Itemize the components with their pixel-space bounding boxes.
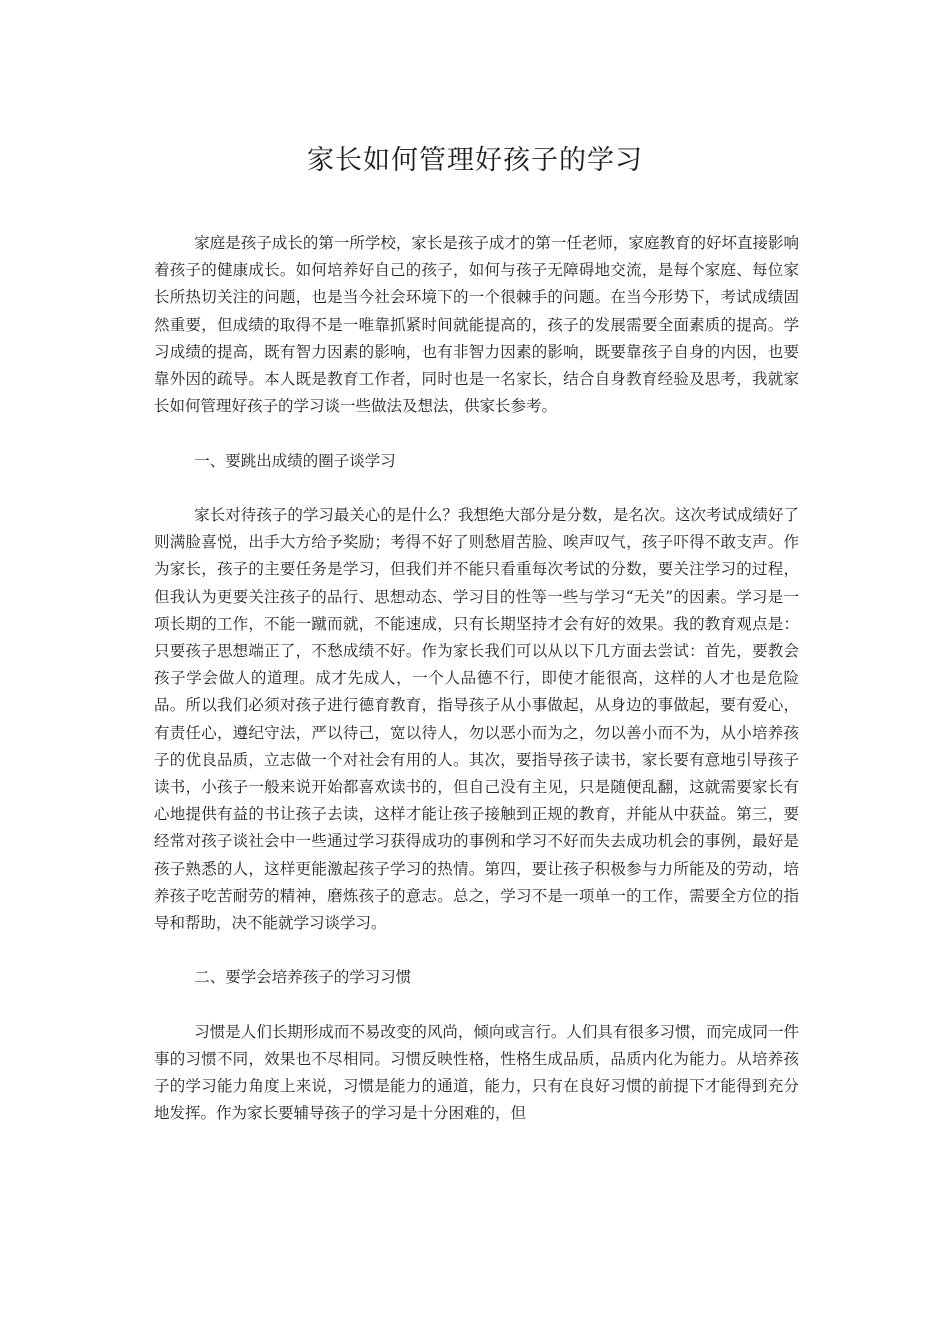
- document-body: [154, 230, 799, 1155]
- section-1-paragraph: 家长对待孩子的学习最关心的是什么？我想绝大部分是分数，是名次。这次考试成绩好了则满脸喜悦，出手大方给予奖励；考得不好了则愁眉苦脸、唉声叹气，孩子吓得不敢支声。作为家长，孩子的主要任务是学习，但我们并不能只看重每次考试的分数，要关注学习的过程，但我认为更要关注孩子的品行、思想动态、学习目的性等一些与学习“无关”的因素。学习是一项长期的工作，不能一蹴而就，不能速成，只有长期坚持才会有好的效果。我的教育观点是：只要孩子思想端正了，不愁成绩不好。作为家长我们可以从以下几方面去尝试：首先，要教会孩子学会做人的道理。成才先成人，一个人品德不行，即使才能很高，这样的人才也是危险品。所以我们必须对孩子进行德育教育，指导孩子从小事做起，从身边的事做起，要有爱心，有责任心，遵纪守法，严以待己，宽以待人，勿以恶小而为之，勿以善小而不为，从小培养孩子的优良品质，立志做一个对社会有用的人。其次，要指导孩子读书，家长要有意地引导孩子读书，小孩子一般来说开始都喜欢读书的，但自己没有主见，只是随便乱翻，这就需要家长有心地提供有益的书让孩子去读，这样才能让孩子接触到正规的教育，并能从中获益。第三，要经常对孩子谈社会中一些通过学习获得成功的事例和学习不好而失去成功机会的事例，最好是孩子熟悉的人，这样更能激起孩子学习的热情。第四，要让孩子积极参与力所能及的劳动，培养孩子吃苦耐劳的精神，磨炼孩子的意志。总之，学习不是一项单一的工作，需要全方位的指导和帮助，决不能就学习谈学习。: [154, 506, 799, 933]
- section-2-paragraph: 习惯是人们长期形成而不易改变的风尚，倾向或言行。人们具有很多习惯，而完成同一件事的习惯不同，效果也不尽相同。习惯反映性格，性格生成品质，品质内化为能力。从培养孩子的学习能力角度上来说，习惯是能力的通道，能力，只有在良好习惯的前提下才能得到充分地发挥。作为家长要辅导孩子的学习是十分困难的，但: [154, 1022, 799, 1123]
- section-heading-1: 一、要跳出成绩的圈子谈学习: [194, 451, 396, 470]
- document-title: 家长如何管理好孩子的学习: [307, 145, 643, 176]
- section-heading-2: 二、要学会培养孩子的学习习惯: [194, 968, 412, 987]
- intro-paragraph: 家庭是孩子成长的第一所学校，家长是孩子成才的第一任老师，家庭教育的好坏直接影响着孩子的健康成长。如何培养好自己的孩子，如何与孩子无障碍地交流，是每个家庭、每位家长所热切关注的问题，也是当今社会环境下的一个很棘手的问题。在当今形势下，考试成绩固然重要，但成绩的取得不是一唯靠抓紧时间就能提高的，孩子的发展需要全面素质的提高。学习成绩的提高，既有智力因素的影响，也有非智力因素的影响，既要靠孩子自身的内因，也要靠外因的疏导。本人既是教育工作者，同时也是一名家长，结合自身教育经验及思考，我就家长如何管理好孩子的学习谈一些做法及想法，供家长参考。: [154, 234, 799, 416]
